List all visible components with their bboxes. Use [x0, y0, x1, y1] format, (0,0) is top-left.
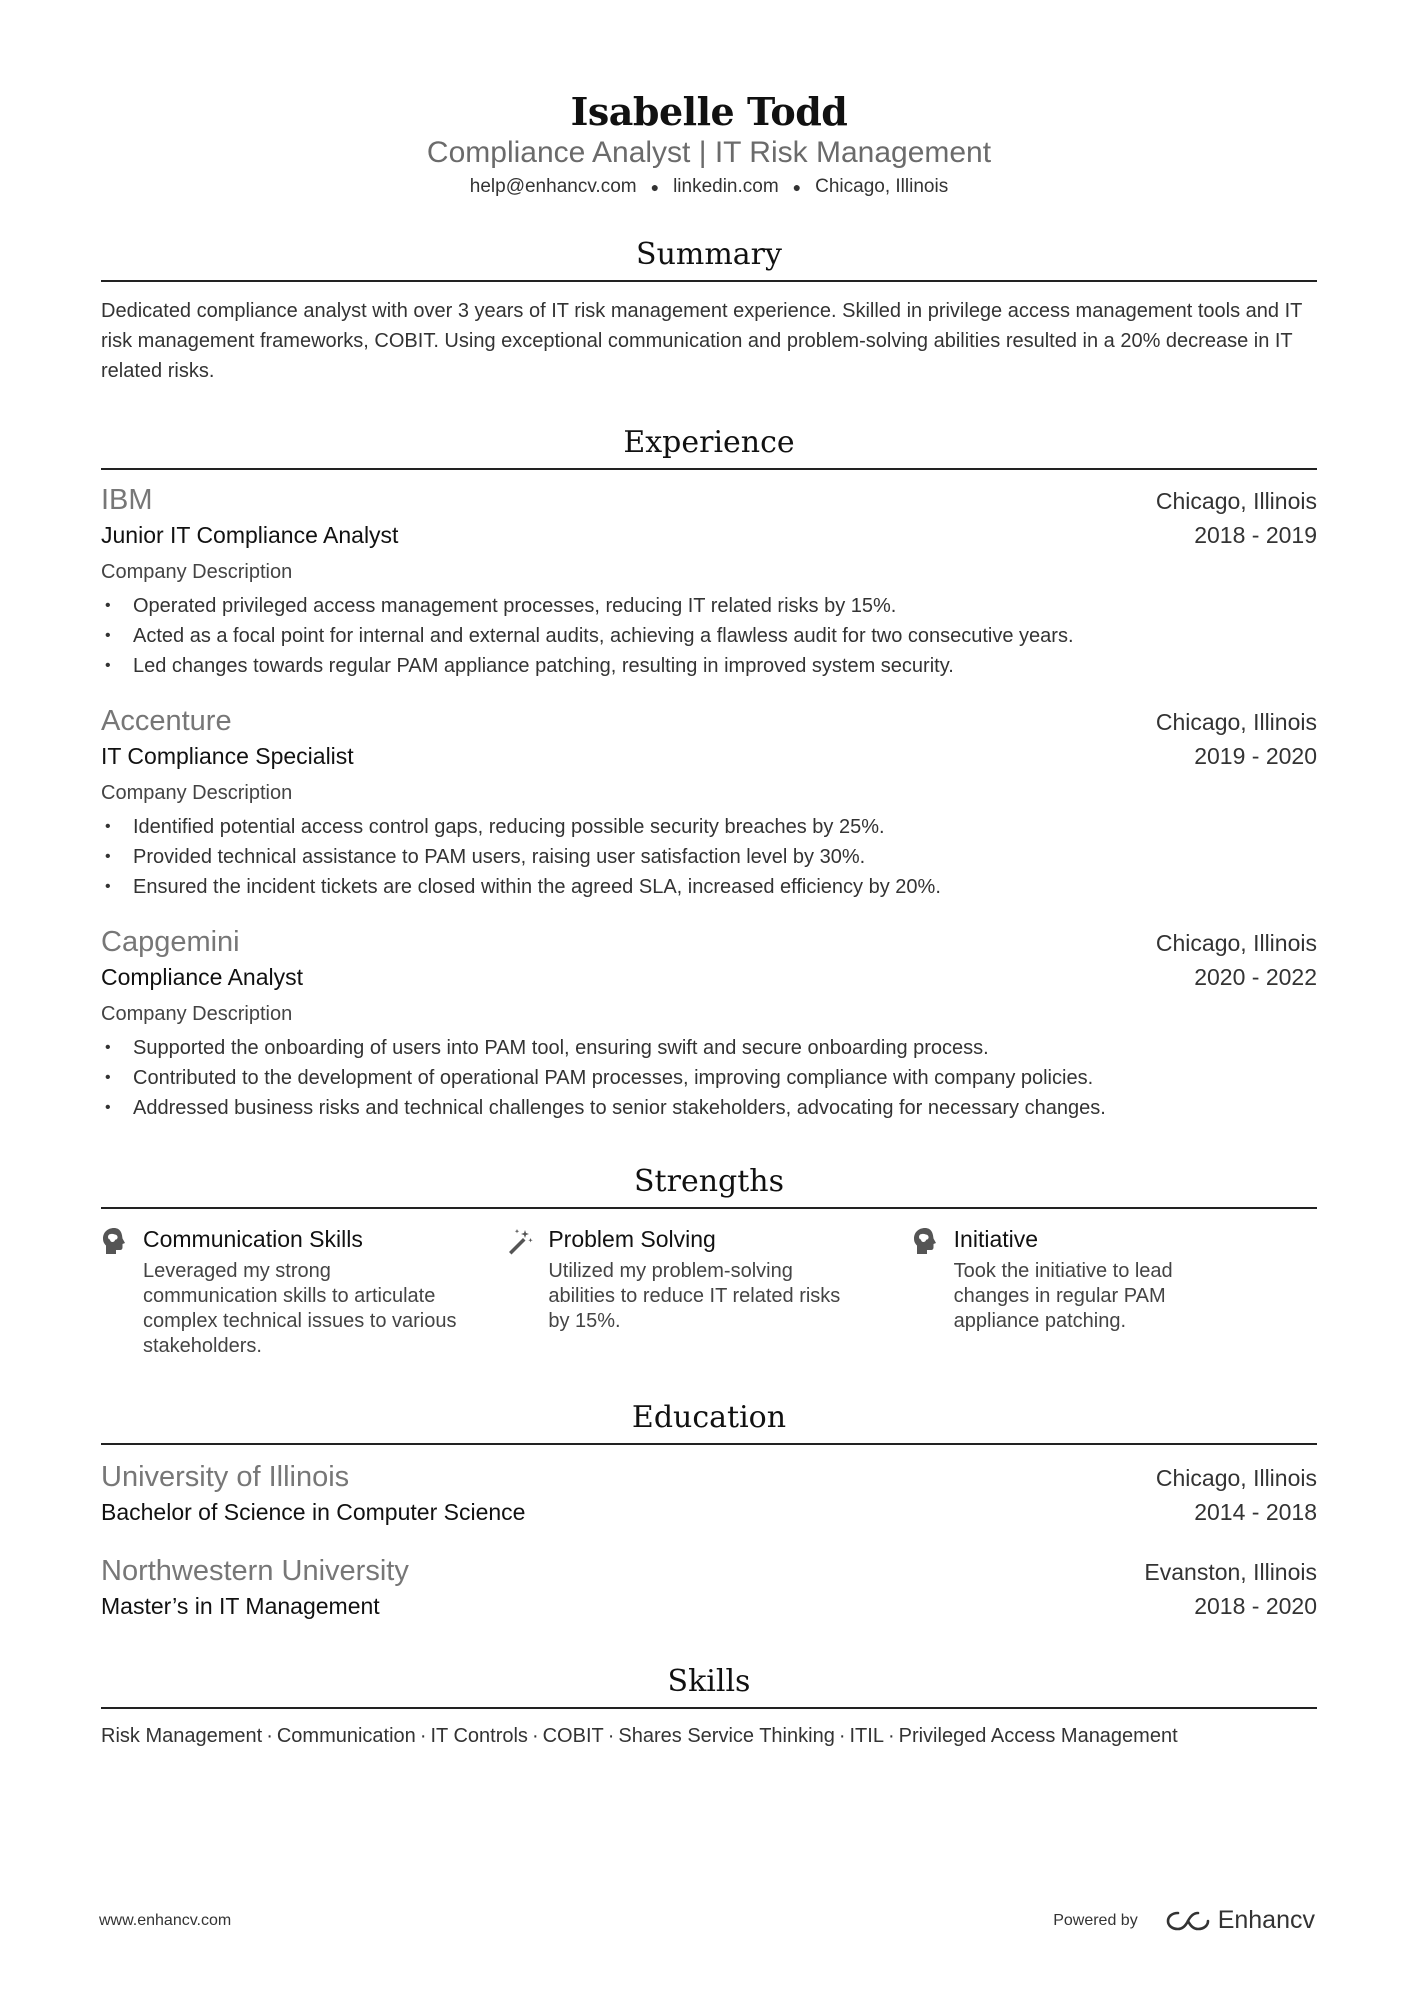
strengths-list [101, 1223, 1317, 1359]
job-title: Junior IT Compliance Analyst [101, 522, 399, 549]
degree-name: Bachelor of Science in Computer Science [101, 1499, 526, 1526]
education-entry [101, 1553, 1317, 1623]
resume-content [101, 90, 1317, 1751]
bullet-icon: • [105, 878, 111, 896]
strength-description: Took the initiative to lead changes in regular PAM appliance patching. [953, 1260, 1173, 1333]
achievement-item [101, 812, 1317, 842]
experience-entry [101, 924, 1317, 1123]
education-entry [101, 1459, 1317, 1529]
skill-separator: · [838, 1725, 846, 1748]
skill-item: COBIT [542, 1725, 604, 1748]
strength-item [912, 1223, 1317, 1359]
education-section [101, 1399, 1317, 1623]
achievement-item [101, 842, 1317, 872]
job-dates: 2019 - 2020 [1194, 743, 1317, 770]
achievement-list [101, 1033, 1317, 1123]
contact-linkedin[interactable]: linkedin.com [673, 176, 779, 198]
company-description: Company Description [101, 782, 293, 805]
contact-line [101, 174, 1317, 200]
powered-by [1053, 1906, 1315, 1935]
section-heading-skills: Skills [101, 1663, 1317, 1709]
company-name: Accenture [101, 705, 232, 738]
bullet-icon: • [105, 1069, 111, 1087]
job-dates: 2020 - 2022 [1194, 964, 1317, 991]
company-name: Capgemini [101, 926, 240, 959]
education-dates: 2018 - 2020 [1194, 1593, 1317, 1620]
achievement-item [101, 1063, 1317, 1093]
bullet-icon: • [105, 1039, 111, 1057]
candidate-name: Isabelle Todd [570, 89, 848, 134]
job-title: Compliance Analyst [101, 964, 303, 991]
achievement-text: Identified potential access control gaps, reducing possible security breaches by 25%. [133, 816, 885, 839]
achievement-item [101, 621, 1317, 651]
skill-separator: · [419, 1725, 427, 1748]
school-name: University of Illinois [101, 1461, 350, 1494]
skill-separator: · [531, 1725, 539, 1748]
separator-dot: ● [650, 179, 660, 195]
company-description: Company Description [101, 1003, 293, 1026]
company-description: Company Description [101, 561, 293, 584]
strength-item [101, 1223, 506, 1359]
achievement-text: Supported the onboarding of users into PAM tool, ensuring swift and secure onboarding process. [133, 1037, 989, 1060]
bullet-icon: • [105, 657, 111, 675]
strengths-section [101, 1163, 1317, 1359]
achievement-text: Led changes towards regular PAM appliance patching, resulting in improved system security. [133, 655, 954, 678]
achievement-item [101, 1033, 1317, 1063]
head-brain-icon [101, 1223, 143, 1359]
summary-section [101, 236, 1317, 386]
achievement-text: Ensured the incident tickets are closed within the agreed SLA, increased efficiency by 20%. [133, 876, 941, 899]
bullet-icon: • [105, 627, 111, 645]
strength-description: Leveraged my strong communication skills to articulate complex technical issues to various stakeholders. [143, 1260, 457, 1358]
page-footer [99, 1906, 1315, 1935]
brand-name: Enhancv [1217, 1906, 1315, 1934]
job-location: Chicago, Illinois [1155, 930, 1317, 957]
contact-email[interactable]: help@enhancv.com [469, 176, 637, 198]
section-heading-experience: Experience [101, 424, 1317, 470]
achievement-list [101, 812, 1317, 902]
powered-by-label: Powered by [1053, 1911, 1138, 1929]
bullet-icon: • [105, 1099, 111, 1117]
resume-header [101, 90, 1317, 200]
job-title: IT Compliance Specialist [101, 743, 354, 770]
strength-item [506, 1223, 911, 1359]
job-location: Chicago, Illinois [1155, 709, 1317, 736]
experience-section [101, 424, 1317, 1123]
achievement-text: Operated privileged access management processes, reducing IT related risks by 15%. [133, 595, 897, 618]
footer-url[interactable]: www.enhancv.com [99, 1911, 232, 1929]
section-heading-summary: Summary [101, 236, 1317, 282]
job-location: Chicago, Illinois [1155, 488, 1317, 515]
strength-title: Communication Skills [143, 1226, 363, 1253]
strength-title: Initiative [953, 1226, 1039, 1253]
experience-entry [101, 703, 1317, 902]
skills-section [101, 1663, 1317, 1751]
candidate-title: Compliance Analyst | IT Risk Management [426, 136, 992, 169]
education-dates: 2014 - 2018 [1194, 1499, 1317, 1526]
job-dates: 2018 - 2019 [1194, 522, 1317, 549]
school-name: Northwestern University [101, 1555, 409, 1588]
section-heading-education: Education [101, 1399, 1317, 1445]
skill-item: Shares Service Thinking [618, 1725, 835, 1748]
experience-list [101, 482, 1317, 1123]
bullet-icon: • [105, 597, 111, 615]
skill-separator: · [607, 1725, 615, 1748]
separator-dot: ● [792, 179, 802, 195]
skill-item: Communication [276, 1725, 416, 1748]
skills-list [101, 1721, 1317, 1751]
strength-description: Utilized my problem-solving abilities to reduce IT related risks by 15%. [548, 1260, 841, 1333]
achievement-item [101, 872, 1317, 902]
skill-item: Risk Management [101, 1725, 263, 1748]
bullet-icon: • [105, 818, 111, 836]
skill-item: ITIL [849, 1725, 884, 1748]
skill-separator: · [887, 1725, 895, 1748]
skill-item: IT Controls [430, 1725, 528, 1748]
achievement-text: Contributed to the development of operational PAM processes, improving compliance with company policies. [133, 1067, 1094, 1090]
magic-wand-icon [506, 1223, 548, 1359]
enhancv-logo[interactable] [1164, 1906, 1315, 1935]
achievement-item [101, 1093, 1317, 1123]
school-location: Evanston, Illinois [1144, 1559, 1317, 1586]
achievement-text: Addressed business risks and technical challenges to senior stakeholders, advocating for necessary changes. [133, 1097, 1106, 1120]
summary-text: Dedicated compliance analyst with over 3 years of IT risk management experience. Skilled in privilege access management tools and IT risk management frameworks, COBIT. Using exceptional communication and problem-solving abilities resulted in a 20% decrease in IT related risks. [101, 300, 1302, 383]
head-brain-icon [912, 1223, 954, 1359]
skill-separator: · [266, 1725, 273, 1748]
achievement-list [101, 591, 1317, 681]
experience-entry [101, 482, 1317, 681]
bullet-icon: • [105, 848, 111, 866]
company-name: IBM [101, 484, 153, 517]
achievement-text: Acted as a focal point for internal and external audits, achieving a flawless audit for two consecutive years. [133, 625, 1074, 648]
section-heading-strengths: Strengths [101, 1163, 1317, 1209]
contact-location: Chicago, Illinois [815, 176, 949, 198]
achievement-item [101, 651, 1317, 681]
achievement-text: Provided technical assistance to PAM users, raising user satisfaction level by 30%. [133, 846, 866, 869]
strength-title: Problem Solving [548, 1226, 716, 1253]
degree-name: Master’s in IT Management [101, 1593, 380, 1620]
skill-item: Privileged Access Management [898, 1725, 1178, 1748]
enhancv-logo-icon [1164, 1909, 1212, 1933]
school-location: Chicago, Illinois [1155, 1465, 1317, 1492]
achievement-item [101, 591, 1317, 621]
